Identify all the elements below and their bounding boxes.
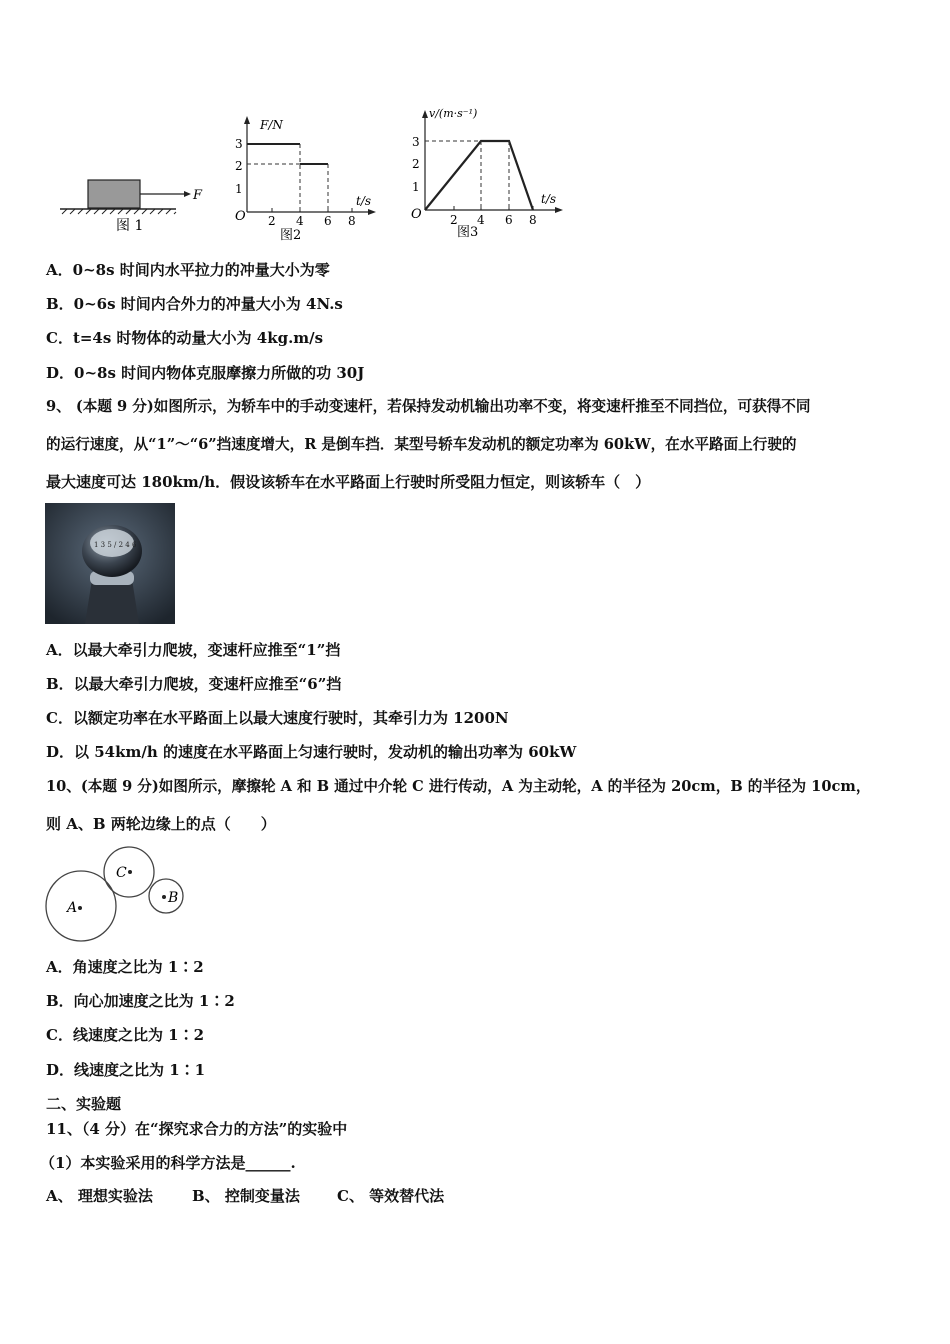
q10-stem-line-2: 则 A、B 两轮边缘上的点（ ） [46,815,276,833]
figure-3-caption: 图3 [457,225,479,240]
y-axis-label: v/(m·s⁻¹) [429,107,478,120]
origin-label: O [411,207,422,222]
q11-choice-c: C、 等效替代法 [337,1187,445,1205]
q9-stem-line-1: 9、 (本题 9 分)如图所示，为轿车中的手动变速杆，若保持发动机输出功率不变，将变速杆推至不同挡位，可获得不同 [46,398,811,415]
y-tick-label: 3 [412,135,420,149]
y-tick-label: 2 [412,157,420,171]
figure-2 [230,112,380,242]
q9-option-c: C．以额定功率在水平路面上以最大速度行驶时，其牵引力为 1200N [46,709,509,727]
x-tick-label: 6 [324,214,332,228]
q10-option-d: D．线速度之比为 1∶1 [46,1061,206,1079]
guide-lines [247,144,328,212]
q8-option-b: B．0~6s 时间内合外力的冲量大小为 4N.s [46,295,343,313]
q11-choice-b: B、 控制变量法 [192,1187,300,1205]
y-axis-label: F/N [260,118,283,132]
q11-title: 11、（4 分）在“探究求合力的方法”的实验中 [46,1120,348,1138]
q10-option-a: A．角速度之比为 1∶2 [46,958,204,976]
y-tick-label: 2 [235,159,243,173]
x-axis-label: t/s [356,194,372,208]
x-axis-arrow [555,207,563,213]
x-tick-label: 2 [450,213,458,227]
q10-stem-line-1: 10、(本题 9 分)如图所示，摩擦轮 A 和 B 通过中介轮 C 进行传动，A 为主动轮，A 的半径为 20cm，B 的半径为 10cm， [46,778,871,795]
force-arrowhead [184,191,191,197]
q9-option-a: A．以最大牵引力爬坡，变速杆应推至“1”挡 [46,641,341,659]
wheel-c-label: C [116,865,127,881]
gear-shift-photo [45,503,175,624]
x-tick-label: 4 [296,214,304,228]
q8-option-c: C．t=4s 时物体的动量大小为 4kg.m/s [46,329,324,347]
y-tick-label: 1 [412,180,420,194]
q11-choice-a: A、 理想实验法 [46,1187,153,1205]
force-label: F [193,188,203,203]
x-tick-label: 2 [268,214,276,228]
velocity-curve [425,141,533,210]
figure-3 [405,100,570,242]
q10-option-b: B．向心加速度之比为 1∶2 [46,992,235,1010]
x-axis-arrow [368,209,376,215]
wheel-c-center [128,870,132,874]
figure-1-caption: 图 1 [116,218,144,234]
q9-option-d: D．以 54km/h 的速度在水平路面上匀速行驶时，发动机的输出功率为 60kW [46,743,577,761]
x-tick-label: 8 [348,214,356,228]
y-axis-arrow [422,110,428,118]
section-heading: 二、实验题 [46,1095,122,1113]
q9-stem-line-2: 的运行速度，从“1”～“6”挡速度增大，R 是倒车挡．某型号轿车发动机的额定功率为 60kW，在水平路面上行驶的 [46,436,797,453]
wheel-b-center [162,895,166,899]
q10-option-c: C．线速度之比为 1∶2 [46,1026,205,1044]
x-tick-label: 4 [477,213,485,227]
origin-label: O [235,209,246,224]
friction-wheels-figure [40,842,190,946]
wheel-a-label: A [67,900,78,916]
wheel-b-label: B [168,890,179,906]
q8-option-a: A．0~8s 时间内水平拉力的冲量大小为零 [46,261,330,279]
x-tick-label: 8 [529,213,537,227]
x-axis-label: t/s [541,192,557,206]
x-tick-label: 6 [505,213,513,227]
q9-option-b: B．以最大牵引力爬坡，变速杆应推至“6”挡 [46,675,342,693]
q11-sub-question-1: （1）本实验采用的科学方法是______. [40,1154,296,1172]
block [88,180,140,208]
guide-lines [425,141,509,210]
figure-2-caption: 图2 [280,228,302,242]
y-tick-label: 3 [235,137,243,151]
figure-1 [56,170,206,240]
q9-stem-line-3: 最大速度可达 180km/h．假设该轿车在水平路面上行驶时所受阻力恒定，则该轿车（ ） [46,473,651,491]
y-axis-arrow [244,116,250,124]
wheel-a-center [78,906,82,910]
knob-gear-pattern: 1 3 5 / 2 4 6 [94,541,137,549]
y-tick-label: 1 [235,182,243,196]
q8-option-d: D．0~8s 时间内物体克服摩擦力所做的功 30J [46,364,365,382]
